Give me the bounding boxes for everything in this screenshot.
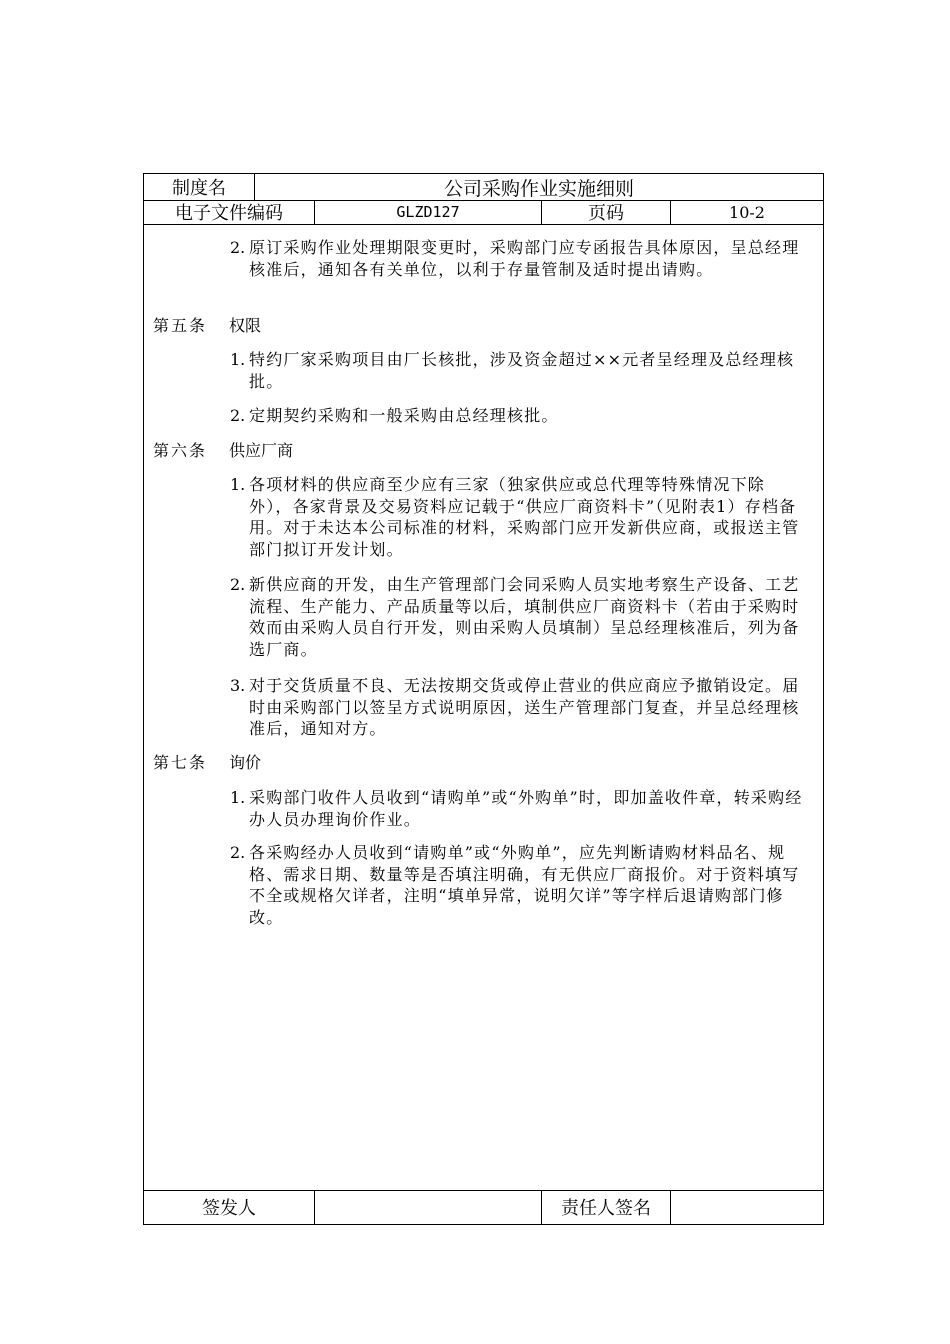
header-row-name: [144, 174, 823, 201]
issuer-label: 签发人: [202, 1198, 256, 1219]
header-row-code: [144, 200, 823, 225]
list-item: [230, 675, 806, 740]
document-form: [143, 173, 824, 1225]
article-heading-5: [153, 315, 793, 337]
list-item: [230, 787, 806, 830]
item-index: 1.: [230, 788, 246, 807]
item-index: 1.: [230, 350, 246, 369]
regulation-name-label: 制度名: [172, 178, 226, 199]
item-index: 3.: [230, 676, 246, 695]
item-index: 1.: [230, 475, 246, 494]
item-index: 2.: [230, 238, 246, 257]
list-item: [230, 237, 806, 280]
article-number: 第七条: [153, 753, 208, 772]
item-text: 特约厂家采购项目由厂长核批，涉及资金超过××元者呈经理及总经理核批。: [249, 350, 795, 391]
list-item: [230, 574, 806, 660]
item-index: 2.: [230, 406, 246, 425]
article-heading-6: [153, 440, 793, 462]
article-number: 第六条: [153, 441, 208, 460]
item-text: 采购部门收件人员收到“请购单”或“外购单”时，即加盖收件章，转采购经办人员办理询价作业。: [249, 788, 803, 829]
file-code-label: 电子文件编码: [175, 203, 283, 224]
item-text: 新供应商的开发，由生产管理部门会同采购人员实地考察生产设备、工艺流程、生产能力、产品质量等以后，填制供应厂商资料卡（若由于采购时效而由采购人员自行开发，则由采购人员填制）呈总经理核准后，列为备选厂商。: [249, 575, 800, 659]
list-item: [230, 842, 806, 928]
article-heading-7: [153, 752, 793, 774]
regulation-name-value: 公司采购作业实施细则: [254, 174, 823, 200]
document-body: [144, 224, 823, 1191]
item-text: 原订采购作业处理期限变更时，采购部门应专函报告具体原因，呈总经理核准后，通知各有关单位，以利于存量管制及适时提出请购。: [249, 238, 800, 279]
item-text: 定期契约采购和一般采购由总经理核批。: [249, 406, 559, 425]
article-title: 供应厂商: [229, 441, 294, 460]
item-text: 各采购经办人员收到“请购单”或“外购单”，应先判断请购材料品名、规格、需求日期、数量等是否填注明确，有无供应厂商报价。对于资料填写不全或规格欠详者，注明“填单异常，说明欠详”等字样后退请购部门修改。: [249, 843, 800, 927]
article-number: 第五条: [153, 316, 208, 335]
issuer-field[interactable]: [314, 1190, 541, 1224]
item-index: 2.: [230, 843, 246, 862]
responsible-signature-label: 责任人签名: [541, 1190, 670, 1224]
list-item: [230, 474, 806, 560]
page-label: 页码: [541, 200, 670, 224]
list-item: [230, 405, 806, 427]
list-item: [230, 349, 806, 392]
signature-row: [144, 1190, 823, 1224]
item-index: 2.: [230, 575, 246, 594]
article-title: 询价: [229, 753, 262, 772]
item-text: 各项材料的供应商至少应有三家（独家供应或总代理等特殊情况下除外），各家背景及交易资料应记载于“供应厂商资料卡”（见附表1）存档备用。对于未达本公司标准的材料，采购部门应开发新供应商，或报送主管部门拟订开发计划。: [249, 475, 800, 559]
responsible-signature-field[interactable]: [670, 1190, 823, 1224]
page-value: 10-2: [670, 200, 823, 224]
article-title: 权限: [229, 316, 262, 335]
file-code-value: GLZD127: [314, 200, 541, 224]
item-text: 对于交货质量不良、无法按期交货或停止营业的供应商应予撤销设定。届时由采购部门以签呈方式说明原因，送生产管理部门复查，并呈总经理核准后，通知对方。: [249, 676, 800, 738]
